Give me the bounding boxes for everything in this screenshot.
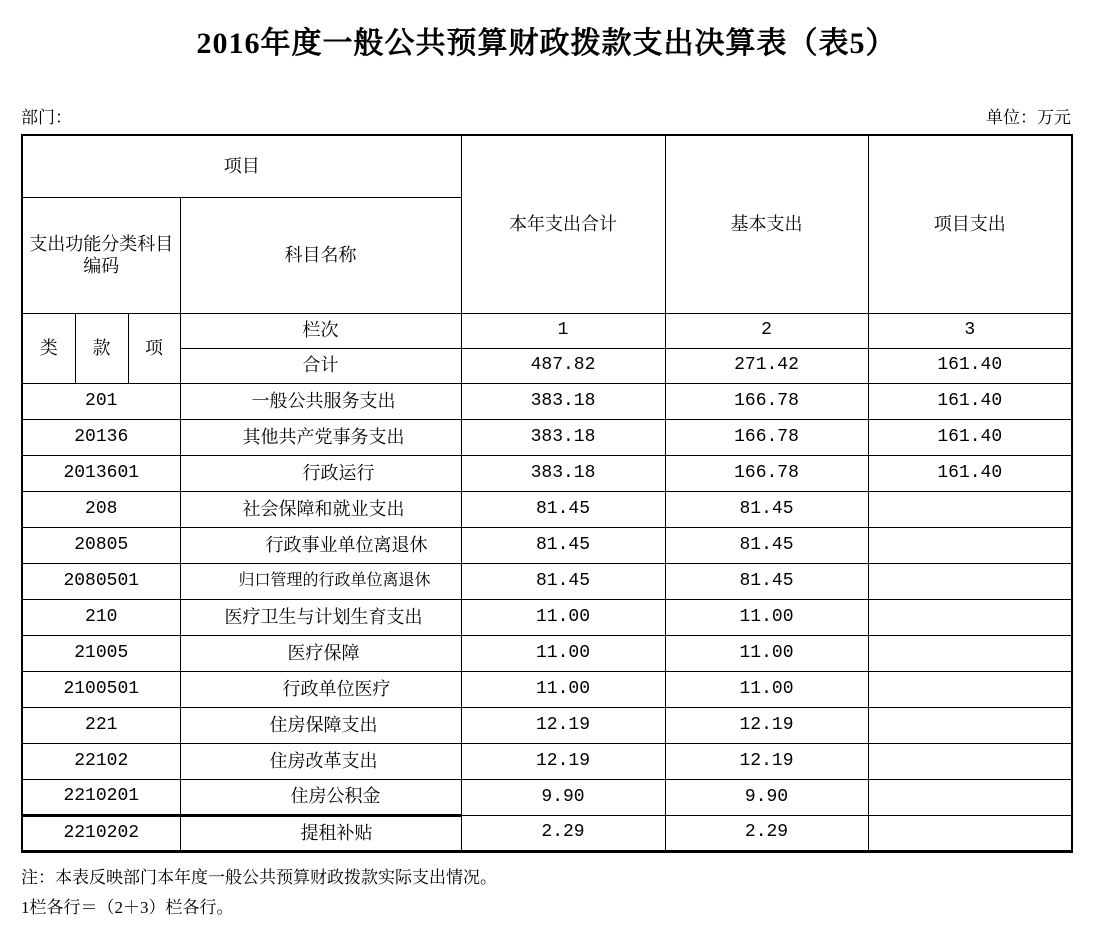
row-code: 201 xyxy=(22,383,180,419)
total-row-label: 合计 xyxy=(180,348,461,383)
row-code: 22102 xyxy=(22,743,180,779)
row-project xyxy=(868,635,1072,671)
row-project: 161.40 xyxy=(868,455,1072,491)
row-name: 行政事业单位离退休 xyxy=(180,527,461,563)
total-basic: 271.42 xyxy=(665,348,868,383)
row-basic: 11.00 xyxy=(665,635,868,671)
header-item: 项 xyxy=(128,313,180,383)
row-year-total: 81.45 xyxy=(461,563,665,599)
row-year-total: 383.18 xyxy=(461,383,665,419)
row-basic: 166.78 xyxy=(665,383,868,419)
header-col-year-total: 本年支出合计 xyxy=(461,135,665,313)
row-code: 20136 xyxy=(22,419,180,455)
row-basic: 166.78 xyxy=(665,419,868,455)
row-code: 208 xyxy=(22,491,180,527)
table-row xyxy=(22,599,1072,635)
header-col-number-2: 2 xyxy=(665,313,868,348)
row-code: 2210202 xyxy=(22,815,180,851)
table-row xyxy=(22,671,1072,707)
footnotes xyxy=(21,863,1071,923)
row-code: 221 xyxy=(22,707,180,743)
row-year-total: 12.19 xyxy=(461,707,665,743)
table-row xyxy=(22,491,1072,527)
header-col-number-1: 1 xyxy=(461,313,665,348)
table-row xyxy=(22,635,1072,671)
row-basic: 9.90 xyxy=(665,779,868,815)
row-name: 医疗卫生与计划生育支出 xyxy=(180,599,461,635)
meta-row xyxy=(21,108,1071,128)
header-code-group: 支出功能分类科目编码 xyxy=(22,197,180,313)
row-project: 161.40 xyxy=(868,383,1072,419)
row-year-total: 9.90 xyxy=(461,779,665,815)
row-name: 其他共产党事务支出 xyxy=(180,419,461,455)
row-year-total: 11.00 xyxy=(461,599,665,635)
table-row xyxy=(22,563,1072,599)
row-basic: 81.45 xyxy=(665,563,868,599)
row-year-total: 11.00 xyxy=(461,635,665,671)
footnote-2: 1栏各行＝（2＋3）栏各行。 xyxy=(21,897,234,917)
row-basic: 12.19 xyxy=(665,707,868,743)
table-row xyxy=(22,815,1072,851)
row-basic: 81.45 xyxy=(665,527,868,563)
row-code: 20805 xyxy=(22,527,180,563)
table-body xyxy=(22,383,1072,851)
row-project xyxy=(868,779,1072,815)
row-basic: 2.29 xyxy=(665,815,868,851)
row-basic: 166.78 xyxy=(665,455,868,491)
row-project xyxy=(868,599,1072,635)
row-name: 行政单位医疗 xyxy=(180,671,461,707)
row-name: 归口管理的行政单位离退休 xyxy=(180,563,461,599)
row-year-total: 12.19 xyxy=(461,743,665,779)
row-project xyxy=(868,527,1072,563)
row-year-total: 383.18 xyxy=(461,419,665,455)
row-name: 住房公积金 xyxy=(180,779,461,815)
expenditure-table xyxy=(21,134,1073,853)
header-subject-name: 科目名称 xyxy=(180,197,461,313)
row-name: 提租补贴 xyxy=(180,815,461,851)
header-class: 类 xyxy=(22,313,75,383)
row-project xyxy=(868,707,1072,743)
table-row xyxy=(22,419,1072,455)
total-year-total: 487.82 xyxy=(461,348,665,383)
header-section: 款 xyxy=(75,313,128,383)
header-col-number-3: 3 xyxy=(868,313,1072,348)
row-year-total: 11.00 xyxy=(461,671,665,707)
table-row xyxy=(22,383,1072,419)
page-title: 2016年度一般公共预算财政拨款支出决算表（表5） xyxy=(196,27,897,60)
row-project xyxy=(868,491,1072,527)
row-code: 2100501 xyxy=(22,671,180,707)
row-name: 住房改革支出 xyxy=(180,743,461,779)
row-project xyxy=(868,815,1072,851)
footnote-1: 注：本表反映部门本年度一般公共预算财政拨款实际支出情况。 xyxy=(21,867,497,887)
total-project: 161.40 xyxy=(868,348,1072,383)
row-name: 医疗保障 xyxy=(180,635,461,671)
row-project xyxy=(868,743,1072,779)
table-row xyxy=(22,743,1072,779)
table-row xyxy=(22,527,1072,563)
row-project: 161.40 xyxy=(868,419,1072,455)
row-year-total: 383.18 xyxy=(461,455,665,491)
row-name: 行政运行 xyxy=(180,455,461,491)
table-row xyxy=(22,779,1072,815)
row-code: 2080501 xyxy=(22,563,180,599)
row-year-total: 81.45 xyxy=(461,527,665,563)
table-row xyxy=(22,455,1072,491)
department-label: 部门： xyxy=(21,108,72,127)
row-code: 2013601 xyxy=(22,455,180,491)
row-code: 210 xyxy=(22,599,180,635)
header-rank-label: 栏次 xyxy=(180,313,461,348)
header-col-project: 项目支出 xyxy=(868,135,1072,313)
row-name: 住房保障支出 xyxy=(180,707,461,743)
row-name: 一般公共服务支出 xyxy=(180,383,461,419)
row-year-total: 81.45 xyxy=(461,491,665,527)
row-year-total: 2.29 xyxy=(461,815,665,851)
row-basic: 11.00 xyxy=(665,599,868,635)
row-basic: 12.19 xyxy=(665,743,868,779)
unit-label: 单位：万元 xyxy=(986,108,1071,127)
row-code: 2210201 xyxy=(22,779,180,815)
row-basic: 81.45 xyxy=(665,491,868,527)
row-code: 21005 xyxy=(22,635,180,671)
header-col-basic: 基本支出 xyxy=(665,135,868,313)
row-basic: 11.00 xyxy=(665,671,868,707)
row-project xyxy=(868,563,1072,599)
header-project-group: 项目 xyxy=(22,135,461,197)
row-project xyxy=(868,671,1072,707)
table-row xyxy=(22,707,1072,743)
row-name: 社会保障和就业支出 xyxy=(180,491,461,527)
